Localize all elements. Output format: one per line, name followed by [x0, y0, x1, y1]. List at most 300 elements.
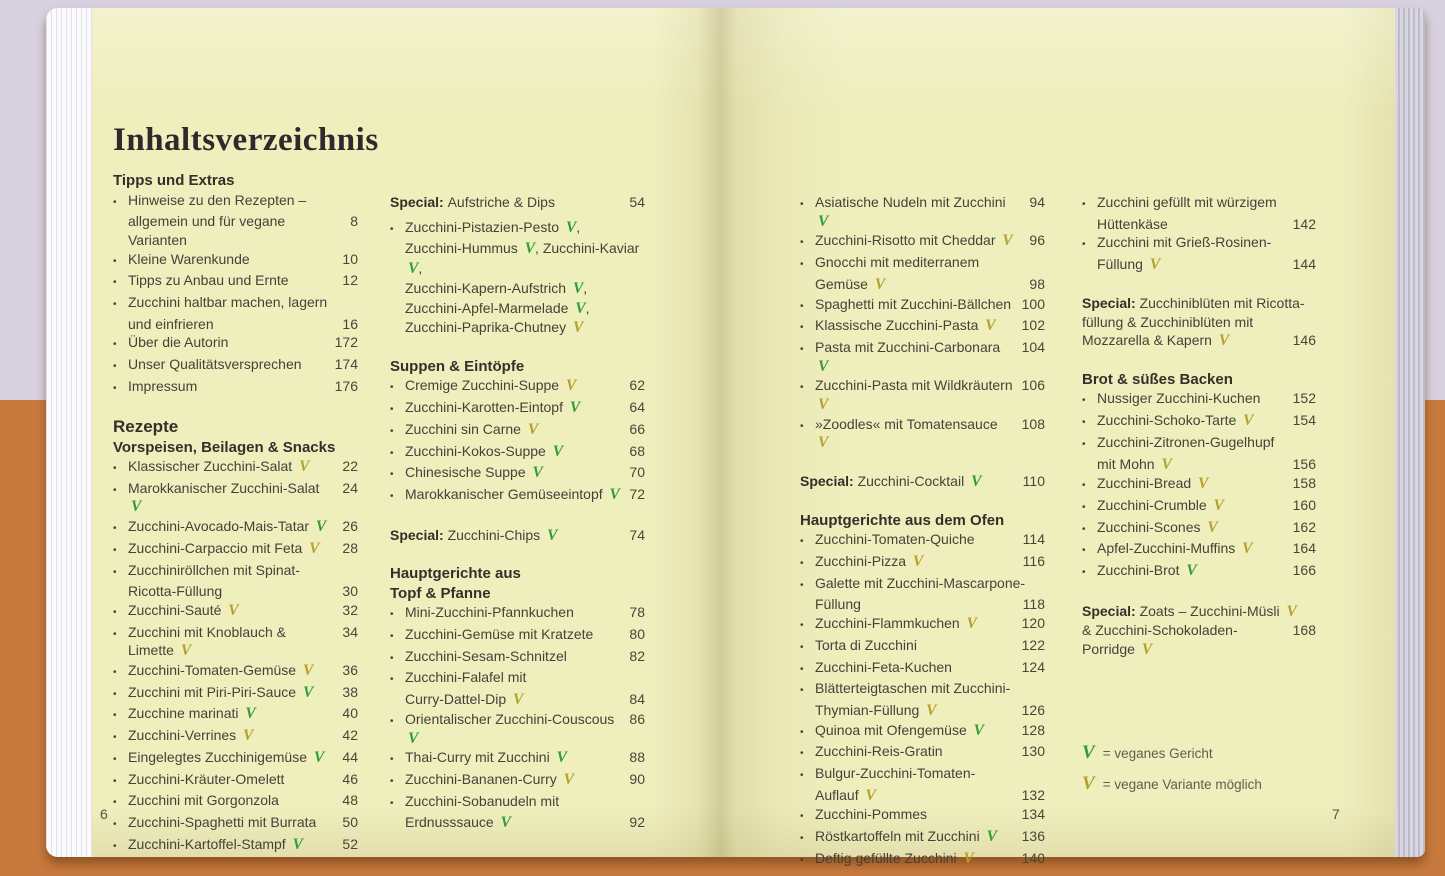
page-ref: 34 [342, 623, 358, 640]
page-ref: 146 [1292, 332, 1316, 349]
bullet-icon: • [390, 609, 394, 621]
item-label: Tipps zu Anbau und Ernte [128, 272, 289, 289]
bullet-icon: • [800, 382, 804, 394]
item-label: Ricotta-Füllung [128, 583, 223, 600]
item-label: Marokkanischer Gemüseeintopf V [405, 485, 620, 503]
page-ref: 160 [1292, 496, 1316, 513]
toc-item [113, 250, 358, 272]
vegan-option-mark: V [1243, 412, 1254, 430]
toc-item [800, 721, 1045, 743]
page-ref: 130 [1021, 743, 1045, 760]
bullet-icon: • [113, 361, 117, 373]
item-label: Zucchini-Sauté V [128, 601, 239, 619]
toc-item [800, 827, 1045, 849]
vegan-dish-mark: V [302, 683, 314, 701]
toc-item [113, 539, 358, 561]
toc-item [1082, 433, 1316, 474]
item-label: Spaghetti mit Zucchini-Bällchen [815, 295, 1012, 312]
vegan-legend [1082, 738, 1316, 800]
toc-item [1082, 474, 1316, 496]
toc-item [800, 764, 1045, 805]
section-heading: Hauptgerichte aus Topf & Pfanne [390, 565, 521, 602]
bullet-icon: • [390, 404, 394, 416]
toc-item [390, 748, 645, 770]
item-label: Curry-Dattel-Dip V [405, 691, 524, 709]
toc-item [1082, 518, 1316, 540]
bullet-icon: • [390, 775, 394, 787]
item-label: Zucchini-Bananen-Curry V [405, 770, 574, 788]
page-ref: 26 [342, 518, 358, 535]
vegan-dish-mark: V [565, 218, 577, 236]
item-label: Zucchini mit Knoblauch & Limette V [128, 623, 286, 660]
special-label: Special: Zoats – Zucchini-Müsli V [1082, 602, 1297, 620]
page-ref: 30 [342, 583, 358, 600]
item-label: Zucchini-Apfel-Marmelade V, [405, 299, 590, 317]
item-label: Zucchini-Crumble V [1097, 496, 1224, 514]
toc-item [800, 316, 1045, 338]
item-label: Zucchini gefüllt mit würzigem [1097, 194, 1277, 210]
toc-item [390, 218, 645, 338]
toc-item [800, 530, 1045, 552]
bullet-icon: • [113, 688, 117, 700]
page-ref: 106 [1021, 377, 1045, 394]
toc-item [800, 574, 1045, 614]
bullet-icon: • [1082, 545, 1086, 557]
vegan-option-mark: V [985, 317, 996, 335]
vegan-option-mark: V [963, 849, 974, 867]
bullet-icon: • [113, 544, 117, 556]
page-ref: 142 [1292, 215, 1316, 232]
item-label: Zucchini-Flammkuchen V [815, 615, 977, 633]
bullet-icon: • [390, 223, 394, 235]
vegan-option-mark: V [228, 601, 239, 619]
page-edges-left [46, 8, 92, 857]
page-ref: 16 [342, 315, 358, 332]
bullet-icon: • [113, 606, 117, 618]
page-ref: 108 [1021, 415, 1045, 432]
vegan-dish-mark: V [575, 299, 586, 317]
page-ref: 92 [629, 814, 645, 831]
bullet-icon: • [1082, 567, 1086, 579]
page-number-right: 7 [1332, 806, 1340, 822]
page-title: Inhaltsverzeichnis [113, 122, 379, 158]
bullet-icon: • [800, 536, 804, 548]
bullet-icon: • [1082, 523, 1086, 535]
toc-item [1082, 539, 1316, 561]
item-label: Cremige Zucchini-Suppe V [405, 377, 577, 395]
bullet-icon: • [390, 754, 394, 766]
vegan-dish-mark: V [556, 749, 567, 767]
item-label: Zucchini-Pizza V [815, 553, 924, 571]
page-edges-right [1395, 8, 1425, 857]
bullet-icon: • [390, 382, 394, 394]
bullet-icon: • [390, 447, 394, 459]
toc-column-left-1 [113, 171, 358, 856]
vegan-option-mark: V [513, 691, 524, 709]
page-ref: 126 [1021, 701, 1045, 718]
toc-item [390, 792, 645, 833]
toc-column-right-2 [1082, 193, 1316, 800]
bullet-icon: • [113, 299, 117, 311]
bullet-icon: • [800, 685, 804, 697]
vegan-option-mark: V [565, 377, 577, 395]
vegan-option-mark: V [1213, 496, 1224, 514]
item-label: Zucchini-Carpaccio mit Feta V [128, 539, 320, 557]
page-ref: 24 [342, 479, 358, 496]
bullet-icon: • [113, 818, 117, 830]
bullet-icon: • [113, 710, 117, 722]
toc-column-right-1 [800, 193, 1045, 871]
bullet-icon: • [800, 259, 804, 271]
toc-item [800, 679, 1045, 720]
toc-item [390, 625, 645, 647]
vegan-option-mark: V [966, 615, 977, 633]
special-entry [1082, 294, 1316, 351]
vegan-option-mark: V [527, 420, 539, 438]
item-label: Klassische Zucchini-Pasta V [815, 317, 996, 335]
vegan-dish-mark: V [609, 485, 620, 503]
item-label: Zucchini-Avocado-Mais-Tatar V [128, 518, 327, 536]
special-label: Special: Aufstriche & Dips [390, 194, 555, 210]
bullet-icon: • [113, 667, 117, 679]
vegan-dish-mark: V [500, 814, 511, 832]
bullet-icon: • [113, 277, 117, 289]
special-prefix: Special: [390, 526, 448, 543]
toc-item [800, 552, 1045, 574]
bullet-icon: • [113, 797, 117, 809]
page-ref: 8 [350, 213, 358, 230]
item-label: Zucchini-Zitronen-Gugelhupf [1097, 433, 1275, 450]
page-ref: 42 [342, 727, 358, 744]
vegan-option-mark: V [865, 786, 876, 804]
toc-item [390, 770, 645, 792]
toc-item [113, 293, 358, 333]
item-label: Gemüse V [815, 275, 886, 293]
vegan-option-mark: V [299, 458, 310, 476]
page-ref: 174 [334, 356, 358, 373]
page-ref: 164 [1292, 540, 1316, 557]
item-label: Zucchini-Kartoffel-Stampf V [128, 835, 303, 853]
toc-item [113, 517, 358, 539]
toc-item [113, 377, 358, 399]
vegan-option-mark: V [309, 539, 320, 557]
toc-item [800, 658, 1045, 680]
item-label: Zucchini-Kokos-Suppe V [405, 442, 564, 460]
bullet-icon: • [800, 558, 804, 570]
item-label: Füllung V [1097, 256, 1161, 274]
toc-item [1082, 496, 1316, 518]
special-prefix: Special: [800, 473, 858, 490]
page-ref: 104 [1021, 338, 1045, 355]
vegan-dish-mark: V [552, 442, 564, 460]
toc-item [800, 415, 1045, 453]
vegan-option-mark: V [243, 727, 254, 745]
page-ref: 96 [1029, 232, 1045, 249]
bullet-icon: • [800, 343, 804, 355]
bullet-icon: • [113, 463, 117, 475]
item-label: Nussiger Zucchini-Kuchen [1097, 390, 1261, 407]
bullet-icon: • [1082, 501, 1086, 513]
bullet-icon: • [113, 484, 117, 496]
item-label: Erdnusssauce V [405, 814, 511, 832]
bullet-icon: • [800, 237, 804, 249]
vegan-dish-mark: V [569, 399, 581, 417]
item-label: Zucchini-Pistazien-Pesto V, [405, 218, 581, 236]
item-label: Zucchini-Kräuter-Omelett [128, 770, 285, 787]
item-label: Gnocchi mit mediterranem [815, 254, 980, 271]
item-label: Blätterteigtaschen mit Zucchini- [815, 680, 1011, 697]
toc-item [390, 420, 645, 442]
bullet-icon: • [800, 833, 804, 845]
bullet-icon: • [1082, 239, 1086, 251]
item-label: Zucchini-Paprika-Chutney V [405, 319, 584, 337]
toc-item [113, 623, 358, 661]
vegan-option-mark: V [912, 553, 924, 571]
toc-item [800, 376, 1045, 414]
item-label: Klassischer Zucchini-Salat V [128, 458, 310, 476]
special-label: Special: Zucchiniblüten mit Ricotta- [1082, 294, 1305, 311]
page-ref: 110 [1022, 473, 1045, 490]
page-ref: 140 [1021, 849, 1045, 866]
page-ref: 118 [1022, 596, 1045, 613]
page-ref: 82 [629, 647, 645, 664]
item-label: Zucchini-Tomaten-Quiche [815, 531, 975, 548]
page-ref: 44 [342, 748, 358, 765]
page-number-left: 6 [100, 806, 108, 822]
item-label: Kleine Warenkunde [128, 250, 250, 267]
item-label: Apfel-Zucchini-Muffins V [1097, 540, 1253, 558]
item-label: Zucchini mit Piri-Piri-Sauce V [128, 683, 314, 701]
item-label: Zucchini-Falafel mit [405, 669, 527, 686]
vegan-dish-mark: V [313, 748, 325, 766]
toc-item [113, 561, 358, 601]
item-label: Röstkartoffeln mit Zucchini V [815, 828, 997, 846]
page-ref: 88 [629, 749, 645, 766]
bullet-icon: • [113, 732, 117, 744]
vegan-option-mark: V [1141, 641, 1153, 659]
toc-item [113, 271, 358, 293]
page-ref: 70 [629, 464, 645, 481]
item-label: Marokkanischer Zucchini-Salat V [128, 479, 320, 516]
vegan-dish-mark: V [572, 279, 584, 297]
bullet-icon: • [1082, 480, 1086, 492]
page-ref: 28 [342, 539, 358, 556]
toc-item [390, 668, 645, 709]
item-label: Hüttenkäse [1097, 215, 1168, 232]
page-ref: 78 [629, 604, 645, 621]
item-label: Zucchini-Gemüse mit Kratzete [405, 626, 594, 643]
item-label: Zucchini-Bread V [1097, 475, 1209, 493]
item-label: Deftig gefüllte Zucchini V [815, 849, 974, 867]
vegan-option-mark: V [1082, 772, 1095, 794]
section-heading: Suppen & Eintöpfe [390, 357, 525, 375]
special-label: Special: Zucchini-Chips V [390, 526, 558, 544]
page-ref: 128 [1021, 721, 1045, 738]
page-ref: 166 [1292, 562, 1316, 579]
page-ref: 40 [342, 705, 358, 722]
toc-item [1082, 561, 1316, 583]
item-label: Bulgur-Zucchini-Tomaten- [815, 765, 976, 782]
vegan-dish-mark: V [818, 357, 829, 375]
bullet-icon: • [113, 566, 117, 578]
item-label: Zucchini-Reis-Gratin [815, 743, 943, 760]
toc-item [113, 770, 358, 792]
vegan-option-mark: V [1218, 332, 1230, 350]
page-ref: 116 [1022, 553, 1045, 570]
section-heading: Vorspeisen, Beilagen & Snacks [113, 438, 336, 456]
vegan-option-mark: V [1207, 518, 1218, 536]
page-ref: 32 [342, 601, 358, 618]
toc-item [800, 849, 1045, 871]
page-ref: 38 [342, 683, 358, 700]
toc-item [113, 191, 358, 250]
page-ref: 86 [629, 710, 645, 727]
item-label: Zucchini-Spaghetti mit Burrata [128, 813, 317, 830]
vegan-option-mark: V [1286, 602, 1297, 620]
bullet-icon: • [390, 652, 394, 664]
bullet-icon: • [1082, 417, 1086, 429]
page-ref: 144 [1292, 256, 1316, 273]
bullet-icon: • [800, 726, 804, 738]
toc-item [113, 479, 358, 517]
toc-item [1082, 389, 1316, 411]
vegan-option-mark: V [572, 319, 584, 337]
item-label: Zucchini-Sesam-Schnitzel [405, 647, 567, 664]
page-ref: 156 [1292, 455, 1316, 472]
bullet-icon: • [390, 469, 394, 481]
page-ref: 100 [1021, 295, 1045, 312]
vegan-dish-mark: V [547, 526, 558, 544]
toc-item [113, 791, 358, 813]
page-ref: 10 [342, 250, 358, 267]
item-label: Zucchini mit Grieß-Rosinen- [1097, 234, 1272, 251]
toc-item [800, 742, 1045, 764]
item-label: Asiatische Nudeln mit Zucchini V [815, 194, 1006, 230]
bullet-icon: • [800, 748, 804, 760]
vegan-dish-mark: V [524, 240, 536, 258]
vegan-option-mark: V [926, 701, 937, 719]
item-label: Über die Autorin [128, 334, 229, 351]
item-label: Galette mit Zucchini-Mascarpone- [815, 574, 1026, 591]
page-ref: 132 [1021, 786, 1045, 803]
item-label: Zucchini-Risotto mit Cheddar V [815, 232, 1013, 250]
page-ref: 162 [1292, 518, 1316, 535]
vegan-dish-mark: V [532, 464, 543, 482]
page-ref: 50 [342, 813, 358, 830]
section-heading: Tipps und Extras [113, 172, 235, 189]
page-ref: 62 [629, 377, 645, 394]
toc-item [800, 636, 1045, 658]
page-ref: 90 [629, 770, 645, 787]
toc-item [390, 376, 645, 398]
vegan-option-mark: V [1002, 232, 1013, 250]
toc-item [390, 603, 645, 625]
bullet-icon: • [390, 425, 394, 437]
item-label: Pasta mit Zucchini-Carbonara V [815, 338, 1001, 375]
section-heading: Brot & süßes Backen [1082, 370, 1233, 388]
special-label: füllung & Zucchiniblüten mit [1082, 313, 1254, 330]
toc-item [113, 601, 358, 623]
special-prefix: Special: [390, 194, 448, 210]
item-label: Thymian-Füllung V [815, 701, 937, 719]
vegan-dish-mark: V [971, 473, 982, 491]
item-label: Zucchini-Hummus V, Zucchini-Kaviar V, [405, 240, 640, 278]
item-label: mit Mohn V [1097, 455, 1172, 473]
item-label: Zucchini-Feta-Kuchen [815, 658, 952, 675]
toc-item [1082, 233, 1316, 274]
vegan-option-mark: V [818, 434, 829, 452]
special-entry [800, 472, 1045, 492]
page-ref: 168 [1292, 622, 1316, 639]
toc-item [390, 485, 645, 507]
special-label: & Zucchini-Schokoladen-Porridge V [1082, 622, 1238, 659]
vegan-option-mark: V [302, 662, 314, 680]
special-entry [390, 193, 645, 212]
item-label: und einfrieren [128, 315, 214, 332]
special-prefix: Special: [1082, 294, 1140, 311]
item-label: Zucchini sin Carne V [405, 420, 539, 438]
bullet-icon: • [113, 339, 117, 351]
item-label: Eingelegtes Zucchinigemüse V [128, 748, 325, 766]
page-ref: 136 [1021, 828, 1045, 845]
vegan-dish-mark: V [973, 721, 984, 739]
page-ref: 72 [629, 485, 645, 502]
item-label: Zucchini-Tomaten-Gemüse V [128, 662, 314, 680]
vegan-dish-mark: V [245, 705, 256, 723]
toc-item [113, 355, 358, 377]
bullet-icon: • [800, 770, 804, 782]
bullet-icon: • [800, 420, 804, 432]
page-ref: 94 [1029, 194, 1045, 210]
bullet-icon: • [800, 854, 804, 866]
page-ref: 122 [1021, 636, 1045, 653]
toc-item [800, 295, 1045, 317]
section-heading: Hauptgerichte aus dem Ofen [800, 511, 1005, 529]
item-label: Zucchini mit Gorgonzola [128, 792, 279, 809]
special-entry [390, 526, 645, 546]
toc-item [113, 661, 358, 683]
item-label: Zucchine marinati V [128, 705, 256, 723]
page-ref: 152 [1292, 390, 1316, 407]
page-ref: 68 [629, 442, 645, 459]
page-ref: 98 [1029, 275, 1045, 292]
bullet-icon: • [800, 322, 804, 334]
item-label: Auflauf V [815, 786, 876, 804]
toc-item [113, 835, 358, 857]
page-ref: 158 [1292, 475, 1316, 492]
bullet-icon: • [113, 775, 117, 787]
toc-item [113, 748, 358, 770]
bullet-icon: • [800, 300, 804, 312]
toc-item [113, 683, 358, 705]
page-ref: 176 [334, 377, 358, 394]
toc-item [113, 457, 358, 479]
bullet-icon: • [113, 196, 117, 208]
page-ref: 114 [1022, 531, 1045, 548]
page-ref: 124 [1021, 658, 1045, 675]
vegan-dish-mark: V [1186, 562, 1197, 580]
item-label: Zucchini-Pommes [815, 806, 928, 823]
bullet-icon: • [390, 490, 394, 502]
page-ref: 120 [1021, 615, 1045, 632]
bullet-icon: • [1082, 199, 1086, 210]
item-label: Zucchiniröllchen mit Spinat- [128, 561, 300, 578]
vegan-option-mark: V [1161, 455, 1172, 473]
toc-item [390, 710, 645, 748]
vegan-option-mark: V [1242, 540, 1253, 558]
page-ref: 66 [629, 420, 645, 437]
page-ref: 154 [1292, 412, 1316, 429]
